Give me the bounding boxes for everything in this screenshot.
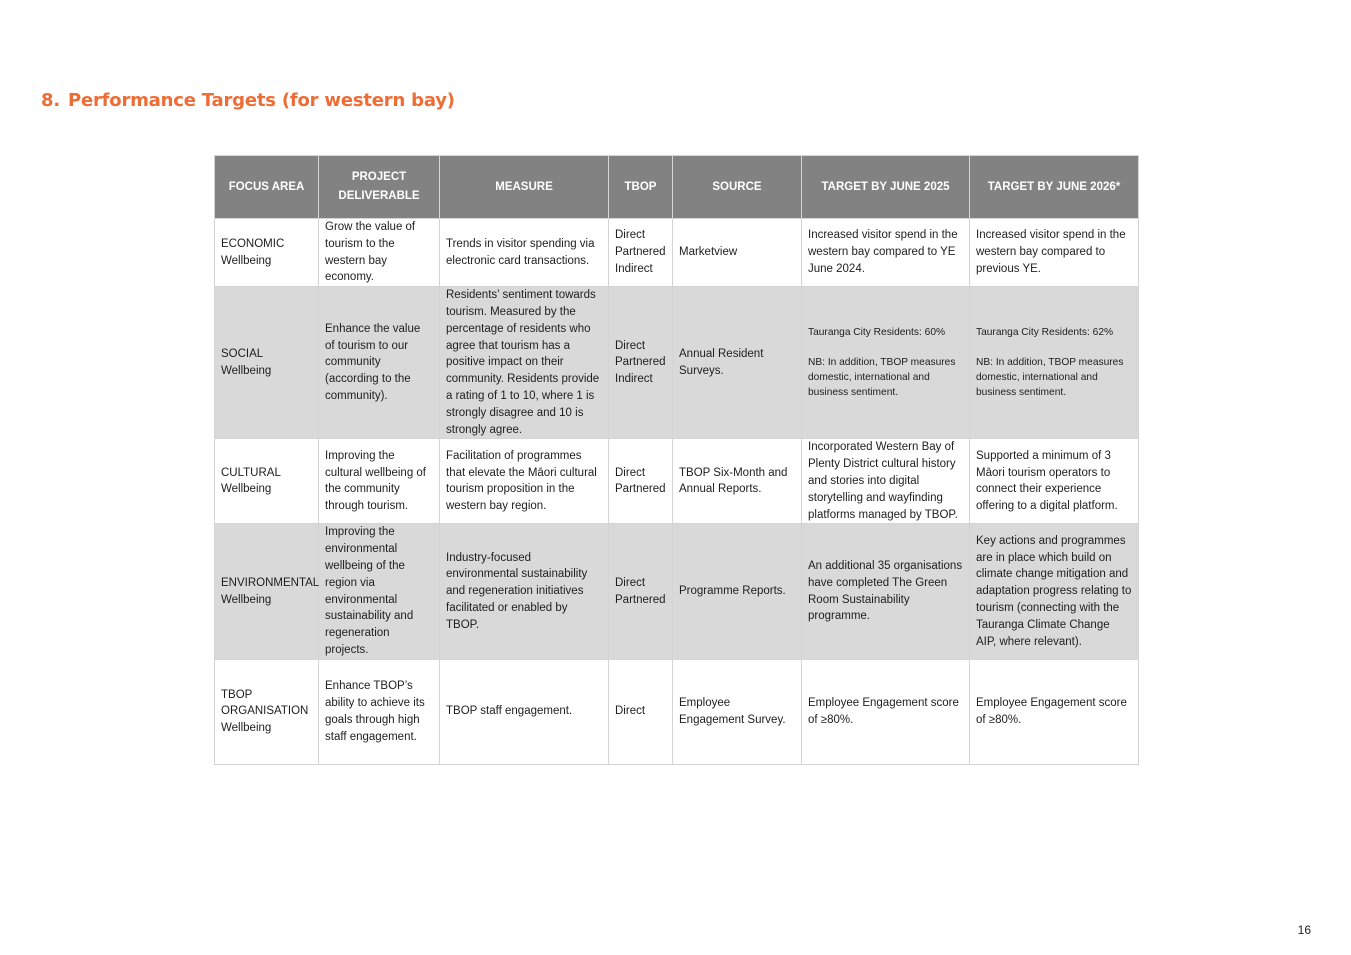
tbop-type: Indirect — [615, 373, 653, 386]
cell-source: Programme Reports. — [673, 524, 802, 659]
cell-target-2025: Incorporated Western Bay of Plenty District cultural history and stories into digital storytelling and wayfinding platforms managed by TBOP. — [802, 439, 970, 524]
cell-target-2025: Increased visitor spend in the western bay compared to YE June 2024. — [802, 219, 970, 287]
cell-target-2025 — [802, 287, 970, 439]
target-value: Tauranga City Residents: 62% — [976, 326, 1114, 338]
cell-project-deliverable: Improving the environmental wellbeing of the region via environmental sustainability and regeneration projects. — [319, 524, 440, 659]
cell-target-2026: Supported a minimum of 3 Māori tourism operators to connect their experience offering to a digital platform. — [970, 439, 1139, 524]
target-note: NB: In addition, TBOP measures domestic, international and business sentiment. — [976, 357, 1124, 399]
cell-target-2026: Increased visitor spend in the western bay compared to previous YE. — [970, 219, 1139, 287]
section-title — [41, 90, 455, 111]
cell-target-2025: Employee Engagement score of ≥80%. — [802, 659, 970, 764]
tbop-type: Indirect — [615, 262, 653, 275]
header-tbop: TBOP — [609, 156, 673, 219]
cell-source: TBOP Six-Month and Annual Reports. — [673, 439, 802, 524]
header-measure: MEASURE — [440, 156, 609, 219]
cell-source: Annual Resident Surveys. — [673, 287, 802, 439]
cell-focus-area: ECONOMIC Wellbeing — [215, 219, 319, 287]
tbop-type: Direct — [615, 466, 646, 479]
page-number: 16 — [1297, 923, 1311, 937]
cell-measure: Facilitation of programmes that elevate the Māori cultural tourism proposition in the western bay region. — [440, 439, 609, 524]
cell-tbop — [609, 659, 673, 764]
table-header-row — [215, 156, 1139, 219]
tbop-type: Partnered — [615, 356, 666, 369]
cell-tbop — [609, 439, 673, 524]
tbop-type: Direct — [615, 576, 646, 589]
cell-target-2026 — [970, 287, 1139, 439]
performance-targets-table — [214, 155, 1139, 765]
tbop-type: Partnered — [615, 483, 666, 496]
cell-tbop — [609, 219, 673, 287]
cell-target-2025: An additional 35 organisations have completed The Green Room Sustainability programme. — [802, 524, 970, 659]
cell-source: Employee Engagement Survey. — [673, 659, 802, 764]
cell-tbop — [609, 287, 673, 439]
section-number: 8. — [41, 90, 60, 111]
cell-focus-area: CULTURAL Wellbeing — [215, 439, 319, 524]
cell-project-deliverable: Enhance the value of tourism to our community (according to the community). — [319, 287, 440, 439]
cell-target-2026: Employee Engagement score of ≥80%. — [970, 659, 1139, 764]
header-project-deliverable: PROJECT DELIVERABLE — [319, 156, 440, 219]
section-title-text: Performance Targets (for western bay) — [67, 90, 455, 111]
cell-measure: TBOP staff engagement. — [440, 659, 609, 764]
tbop-type: Partnered — [615, 246, 666, 259]
cell-measure: Trends in visitor spending via electronic card transactions. — [440, 219, 609, 287]
target-value: Tauranga City Residents: 60% — [808, 326, 946, 338]
cell-project-deliverable: Enhance TBOP’s ability to achieve its goals through high staff engagement. — [319, 659, 440, 764]
cell-project-deliverable: Improving the cultural wellbeing of the community through tourism. — [319, 439, 440, 524]
tbop-type: Direct — [615, 339, 646, 352]
cell-tbop — [609, 524, 673, 659]
tbop-type: Direct — [615, 229, 646, 242]
cell-focus-area: TBOP ORGANISATION Wellbeing — [215, 659, 319, 764]
header-target-2025: TARGET BY JUNE 2025 — [802, 156, 970, 219]
cell-source: Marketview — [673, 219, 802, 287]
table-row-organisation — [215, 659, 1139, 764]
tbop-type: Direct — [615, 705, 646, 718]
table-row-economic — [215, 219, 1139, 287]
table-row-social — [215, 287, 1139, 439]
cell-focus-area: ENVIRONMENTAL Wellbeing — [215, 524, 319, 659]
cell-focus-area: SOCIAL Wellbeing — [215, 287, 319, 439]
cell-measure: Residents’ sentiment towards tourism. Measured by the percentage of residents who agree that tourism has a positive impact on their community. Residents provide a rating of 1 to 10, where 1 is strongly disagree and 10 is strongly agree. — [440, 287, 609, 439]
header-target-2026: TARGET BY JUNE 2026* — [970, 156, 1139, 219]
table-row-cultural — [215, 439, 1139, 524]
header-focus-area: FOCUS AREA — [215, 156, 319, 219]
target-note: NB: In addition, TBOP measures domestic, international and business sentiment. — [808, 357, 956, 399]
tbop-type: Partnered — [615, 593, 666, 606]
cell-measure: Industry-focused environmental sustainability and regeneration initiatives facilitated or enabled by TBOP. — [440, 524, 609, 659]
table-row-environmental — [215, 524, 1139, 659]
cell-project-deliverable: Grow the value of tourism to the western bay economy. — [319, 219, 440, 287]
header-source: SOURCE — [673, 156, 802, 219]
cell-target-2026: Key actions and programmes are in place which build on climate change mitigation and adaptation progress relating to tourism (connecting with the Tauranga Climate Change AIP, where relevant). — [970, 524, 1139, 659]
